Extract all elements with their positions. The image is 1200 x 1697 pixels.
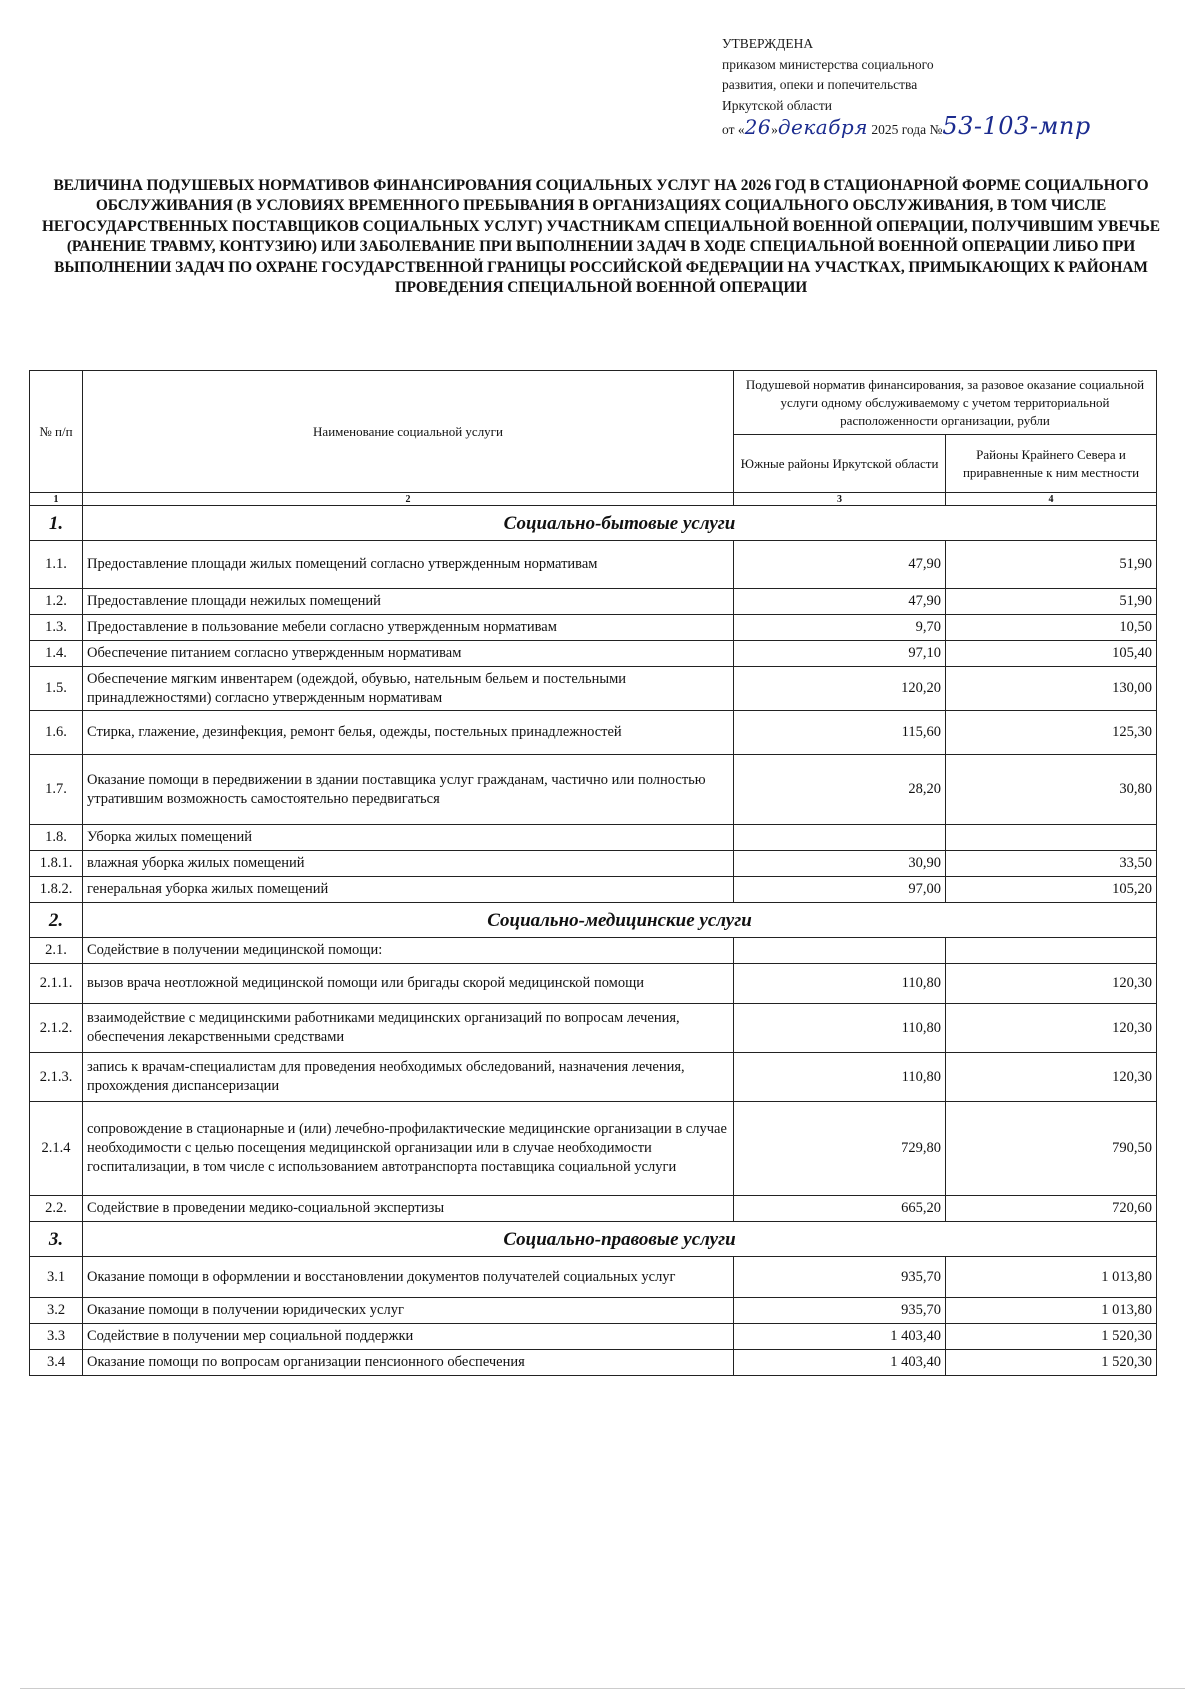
table-row [30, 641, 1157, 667]
service-name: Оказание помощи в передвижении в здании поставщика услуг гражданам, частично или полностью утратившим возможность самостоятельно передвигаться [83, 755, 734, 825]
service-name: Содействие в получении мер социальной поддержки [83, 1324, 734, 1350]
service-name: Предоставление в пользование мебели согласно утвержденным нормативам [83, 615, 734, 641]
section-title: Социально-бытовые услуги [83, 506, 1157, 541]
row-number: 1.8.2. [30, 877, 83, 903]
value-south: 97,10 [734, 641, 946, 667]
section-row [30, 506, 1157, 541]
handwritten-month: декабря [777, 115, 868, 139]
value-south: 1 403,40 [734, 1324, 946, 1350]
value-north: 105,20 [946, 877, 1157, 903]
service-name: сопровождение в стационарные и (или) лечебно-профилактические медицинские организации в случае необходимости с целью посещения медицинской организации или в случае необходимости госпитализации, в том числе с использованием автотранспорта поставщика социальной услуги [83, 1102, 734, 1196]
value-south [734, 938, 946, 964]
value-north: 130,00 [946, 667, 1157, 711]
row-number: 2.1.2. [30, 1004, 83, 1053]
norms-table [29, 370, 1157, 1376]
value-south: 935,70 [734, 1298, 946, 1324]
table-row [30, 1102, 1157, 1196]
service-name: Предоставление площади нежилых помещений [83, 589, 734, 615]
row-number: 3.1 [30, 1257, 83, 1298]
table-row [30, 541, 1157, 589]
handwritten-order-number: 53-103-мпр [942, 112, 1091, 140]
value-north: 720,60 [946, 1196, 1157, 1222]
section-title: Социально-медицинские услуги [83, 903, 1157, 938]
service-name: Содействие в проведении медико-социальной экспертизы [83, 1196, 734, 1222]
row-number: 2.1.4 [30, 1102, 83, 1196]
table-row [30, 1324, 1157, 1350]
value-north: 1 013,80 [946, 1257, 1157, 1298]
service-name: Содействие в получении медицинской помощи: [83, 938, 734, 964]
value-south: 30,90 [734, 851, 946, 877]
header-col-norm: Подушевой норматив финансирования, за разовое оказание социальной услуги одному обслуживаемому с учетом территориальной расположенности организации, рубли [734, 371, 1157, 435]
service-name: Стирка, глажение, дезинфекция, ремонт белья, одежды, постельных принадлежностей [83, 711, 734, 755]
value-south: 28,20 [734, 755, 946, 825]
service-name: запись к врачам-специалистам для проведения необходимых обследований, назначения лечения, прохождения диспансеризации [83, 1053, 734, 1102]
handwritten-day: 26 [744, 115, 772, 139]
header-col-no: № п/п [30, 371, 83, 493]
row-number: 1.8. [30, 825, 83, 851]
column-number: 3 [734, 493, 946, 506]
row-number: 2.2. [30, 1196, 83, 1222]
table-row [30, 1257, 1157, 1298]
service-name: Оказание помощи в получении юридических услуг [83, 1298, 734, 1324]
approval-stamp-block [722, 34, 1091, 141]
column-number: 1 [30, 493, 83, 506]
value-south: 97,00 [734, 877, 946, 903]
value-north: 30,80 [946, 755, 1157, 825]
service-name: Оказание помощи в оформлении и восстановлении документов получателей социальных услуг [83, 1257, 734, 1298]
row-number: 3.4 [30, 1350, 83, 1376]
value-south: 110,80 [734, 1053, 946, 1102]
service-name: взаимодействие с медицинскими работниками медицинских организаций по вопросам лечения, обеспечения лекарственными средствами [83, 1004, 734, 1053]
approval-heading: УТВЕРЖДЕНА [722, 36, 814, 51]
value-south: 110,80 [734, 964, 946, 1004]
column-number: 4 [946, 493, 1157, 506]
value-north: 51,90 [946, 589, 1157, 615]
table-row [30, 1053, 1157, 1102]
row-number: 2.1. [30, 938, 83, 964]
value-south: 9,70 [734, 615, 946, 641]
row-number: 3.2 [30, 1298, 83, 1324]
service-name: вызов врача неотложной медицинской помощи или бригады скорой медицинской помощи [83, 964, 734, 1004]
scan-edge-line [20, 1688, 1185, 1689]
column-number-row [30, 493, 1157, 506]
date-year-text: 2025 года № [867, 122, 943, 137]
value-north: 120,30 [946, 1004, 1157, 1053]
approval-line-1: приказом министерства социального [722, 56, 934, 72]
value-south: 1 403,40 [734, 1350, 946, 1376]
value-south [734, 825, 946, 851]
value-north [946, 825, 1157, 851]
row-number: 3.3 [30, 1324, 83, 1350]
value-south: 729,80 [734, 1102, 946, 1196]
section-number: 2. [30, 903, 83, 938]
section-number: 3. [30, 1222, 83, 1257]
service-name: Обеспечение мягким инвентарем (одеждой, обувью, нательным бельем и постельными принадлежностями) согласно утвержденным нормативам [83, 667, 734, 711]
value-north: 790,50 [946, 1102, 1157, 1196]
service-name: Уборка жилых помещений [83, 825, 734, 851]
table-row [30, 1350, 1157, 1376]
service-name: Оказание помощи по вопросам организации пенсионного обеспечения [83, 1350, 734, 1376]
value-north: 125,30 [946, 711, 1157, 755]
row-number: 1.8.1. [30, 851, 83, 877]
row-number: 1.1. [30, 541, 83, 589]
table-row [30, 711, 1157, 755]
section-row [30, 903, 1157, 938]
document-title: ВЕЛИЧИНА ПОДУШЕВЫХ НОРМАТИВОВ ФИНАНСИРОВАНИЯ СОЦИАЛЬНЫХ УСЛУГ НА 2026 ГОД В СТАЦИОНАРНОЙ ФОРМЕ СОЦИАЛЬНОГО ОБСЛУЖИВАНИЯ (В УСЛОВИЯХ ВРЕМЕННОГО ПРЕБЫВАНИЯ В ОРГАНИЗАЦИЯХ СОЦИАЛЬНОГО ОБСЛУЖИВАНИЯ, В ТОМ ЧИСЛЕ НЕГОСУДАРСТВЕННЫХ ПОСТАВЩИКОВ СОЦИАЛЬНЫХ УСЛУГ) УЧАСТНИКАМ СПЕЦИАЛЬНОЙ ВОЕННОЙ ОПЕРАЦИИ, ПОЛУЧИВШИМ УВЕЧЬЕ (РАНЕНИЕ ТРАВМУ, КОНТУЗИЮ) ИЛИ ЗАБОЛЕВАНИЕ ПРИ ВЫПОЛНЕНИИ ЗАДАЧ В ХОДЕ СПЕЦИАЛЬНОЙ ВОЕННОЙ ОПЕРАЦИИ ЛИБО ПРИ ВЫПОЛНЕНИИ ЗАДАЧ ПО ОХРАНЕ ГОСУДАРСТВЕННОЙ ГРАНИЦЫ РОССИЙСКОЙ ФЕДЕРАЦИИ НА УЧАСТКАХ, ПРИМЫКАЮЩИХ К РАЙОНАМ ПРОВЕДЕНИЯ СПЕЦИАЛЬНОЙ ВОЕННОЙ ОПЕРАЦИИ [42, 177, 1160, 297]
value-north [946, 938, 1157, 964]
service-name: генеральная уборка жилых помещений [83, 877, 734, 903]
row-number: 1.7. [30, 755, 83, 825]
table-row [30, 755, 1157, 825]
value-south: 120,20 [734, 667, 946, 711]
value-north: 33,50 [946, 851, 1157, 877]
value-north: 120,30 [946, 964, 1157, 1004]
approval-line-3: Иркутской области [722, 97, 833, 113]
section-number: 1. [30, 506, 83, 541]
value-south: 665,20 [734, 1196, 946, 1222]
value-north: 120,30 [946, 1053, 1157, 1102]
value-north: 105,40 [946, 641, 1157, 667]
table-row [30, 964, 1157, 1004]
header-row-1 [30, 371, 1157, 435]
table-row [30, 851, 1157, 877]
row-number: 1.2. [30, 589, 83, 615]
value-south: 935,70 [734, 1257, 946, 1298]
row-number: 2.1.3. [30, 1053, 83, 1102]
value-south: 110,80 [734, 1004, 946, 1053]
service-name: Предоставление площади жилых помещений согласно утвержденным нормативам [83, 541, 734, 589]
row-number: 1.4. [30, 641, 83, 667]
date-prefix: от « [722, 122, 745, 137]
value-north: 1 013,80 [946, 1298, 1157, 1324]
table-row [30, 1004, 1157, 1053]
header-col-north: Районы Крайнего Севера и приравненные к ним местности [946, 435, 1157, 493]
column-number: 2 [83, 493, 734, 506]
value-north: 51,90 [946, 541, 1157, 589]
value-north: 10,50 [946, 615, 1157, 641]
approval-line-2: развития, опеки и попечительства [722, 77, 918, 92]
table-row [30, 589, 1157, 615]
table-row [30, 615, 1157, 641]
table-row [30, 667, 1157, 711]
value-south: 115,60 [734, 711, 946, 755]
table-row [30, 1298, 1157, 1324]
value-south: 47,90 [734, 541, 946, 589]
row-number: 1.5. [30, 667, 83, 711]
table-row [30, 1196, 1157, 1222]
section-row [30, 1222, 1157, 1257]
value-north: 1 520,30 [946, 1350, 1157, 1376]
norms-table-body [30, 371, 1157, 1376]
table-row [30, 825, 1157, 851]
section-title: Социально-правовые услуги [83, 1222, 1157, 1257]
value-south: 47,90 [734, 589, 946, 615]
header-col-name: Наименование социальной услуги [83, 371, 734, 493]
service-name: Обеспечение питанием согласно утвержденным нормативам [83, 641, 734, 667]
approval-date-line [722, 112, 1091, 141]
row-number: 1.6. [30, 711, 83, 755]
header-col-south: Южные районы Иркутской области [734, 435, 946, 493]
row-number: 2.1.1. [30, 964, 83, 1004]
service-name: влажная уборка жилых помещений [83, 851, 734, 877]
row-number: 1.3. [30, 615, 83, 641]
date-mid: » [771, 122, 778, 137]
value-north: 1 520,30 [946, 1324, 1157, 1350]
table-row [30, 938, 1157, 964]
table-row [30, 877, 1157, 903]
